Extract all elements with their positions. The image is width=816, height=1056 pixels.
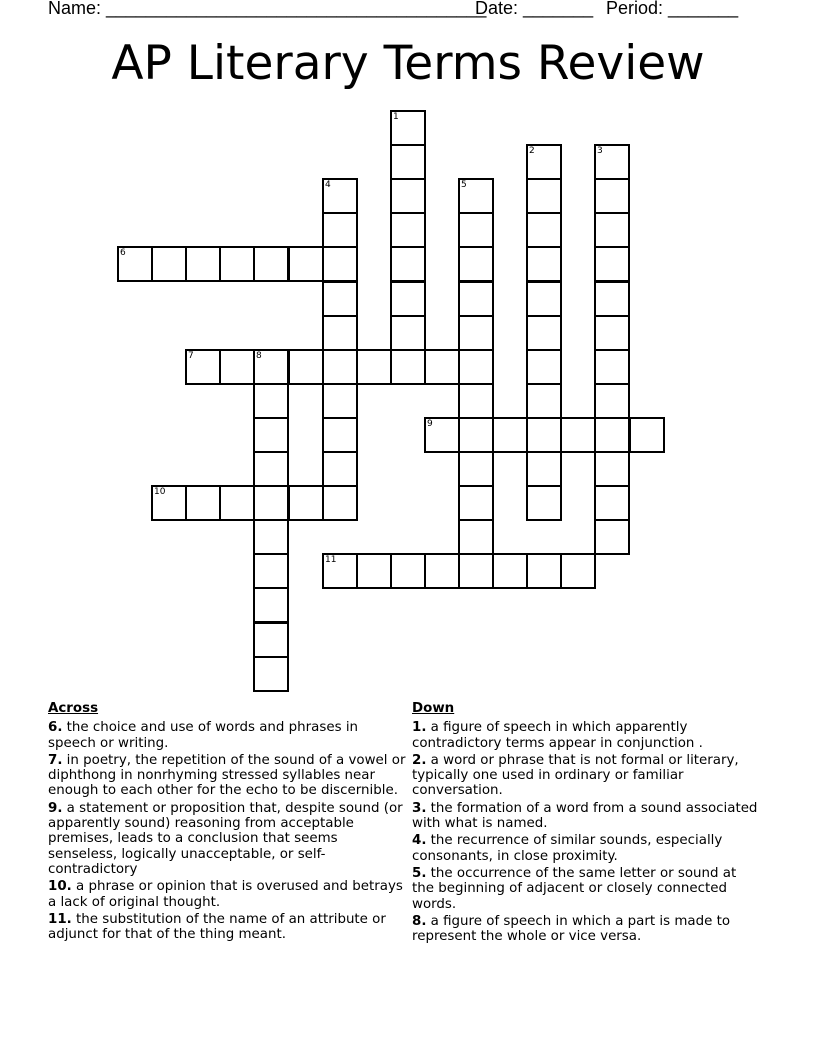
clue-number: 7. xyxy=(48,752,63,768)
clue-text: the occurrence of the same letter or sound at the beginning of adjacent or closely connected words. xyxy=(412,865,737,912)
down-clues xyxy=(412,701,762,946)
clue-number: 9 xyxy=(427,419,433,429)
crossword-cell[interactable] xyxy=(526,349,562,385)
crossword-cell[interactable] xyxy=(594,246,630,282)
crossword-cell[interactable] xyxy=(526,417,562,453)
crossword-cell[interactable] xyxy=(356,349,392,385)
crossword-cell[interactable] xyxy=(390,144,426,180)
clue-number: 3. xyxy=(412,800,427,816)
crossword-cell[interactable] xyxy=(458,519,494,555)
crossword-cell[interactable] xyxy=(322,451,358,487)
crossword-cell[interactable] xyxy=(458,349,494,385)
crossword-cell[interactable] xyxy=(526,212,562,248)
crossword-cell[interactable] xyxy=(253,485,289,521)
crossword-cell[interactable] xyxy=(322,212,358,248)
crossword-cell[interactable] xyxy=(458,178,494,214)
crossword-cell[interactable] xyxy=(594,178,630,214)
crossword-cell[interactable] xyxy=(322,553,358,589)
clue-number: 1 xyxy=(393,112,399,122)
across-clues xyxy=(48,701,408,944)
crossword-cell[interactable] xyxy=(390,281,426,317)
crossword-cell[interactable] xyxy=(288,349,324,385)
crossword-cell[interactable] xyxy=(458,485,494,521)
clue-text: the substitution of the name of an attribute or adjunct for that of the thing meant. xyxy=(48,911,386,943)
crossword-cell[interactable] xyxy=(526,553,562,589)
clue-number: 2. xyxy=(412,752,427,768)
clue-number: 11 xyxy=(325,555,337,565)
across-clue xyxy=(48,753,408,799)
down-clue xyxy=(412,914,762,945)
crossword-cell[interactable] xyxy=(594,451,630,487)
clue-number: 10. xyxy=(48,879,72,895)
crossword-cell[interactable] xyxy=(526,246,562,282)
crossword-cell[interactable] xyxy=(253,349,289,385)
crossword-cell[interactable] xyxy=(151,485,187,521)
clue-text: a figure of speech in which a part is made to represent the whole or vice versa. xyxy=(412,913,731,945)
clue-number: 9. xyxy=(48,800,63,816)
across-clue-list xyxy=(48,720,408,942)
clue-number: 5. xyxy=(412,865,427,881)
down-clue xyxy=(412,753,762,799)
crossword-cell[interactable] xyxy=(594,383,630,419)
crossword-cell[interactable] xyxy=(390,212,426,248)
crossword-cell[interactable] xyxy=(253,519,289,555)
crossword-cell[interactable] xyxy=(185,485,221,521)
crossword-cell[interactable] xyxy=(253,417,289,453)
crossword-cell[interactable] xyxy=(288,485,324,521)
down-clue xyxy=(412,720,762,751)
crossword-cell[interactable] xyxy=(390,315,426,351)
across-clue xyxy=(48,720,408,751)
crossword-cell[interactable] xyxy=(185,349,221,385)
down-clue xyxy=(412,801,762,832)
crossword-cell[interactable] xyxy=(219,246,255,282)
crossword-cell[interactable] xyxy=(526,383,562,419)
clue-number: 4. xyxy=(412,833,427,849)
clue-number: 10 xyxy=(154,487,166,497)
crossword-cell[interactable] xyxy=(458,281,494,317)
clue-number: 8. xyxy=(412,913,427,929)
crossword-cell[interactable] xyxy=(594,281,630,317)
crossword-cell[interactable] xyxy=(526,485,562,521)
crossword-cell[interactable] xyxy=(560,553,596,589)
crossword-cell[interactable] xyxy=(322,485,358,521)
crossword-cell[interactable] xyxy=(526,451,562,487)
crossword-cell[interactable] xyxy=(151,246,187,282)
across-clue xyxy=(48,801,408,877)
across-clue xyxy=(48,879,408,910)
crossword-cell[interactable] xyxy=(526,144,562,180)
clue-number: 11. xyxy=(48,911,72,927)
crossword-cell[interactable] xyxy=(185,246,221,282)
crossword-cell[interactable] xyxy=(322,246,358,282)
crossword-cell[interactable] xyxy=(458,246,494,282)
clue-number: 4 xyxy=(325,180,331,190)
crossword-cell[interactable] xyxy=(458,451,494,487)
crossword-cell[interactable] xyxy=(594,315,630,351)
page-title: AP Literary Terms Review xyxy=(111,36,705,91)
crossword-cell[interactable] xyxy=(594,417,630,453)
clue-text: the choice and use of words and phrases in speech or writing. xyxy=(48,720,359,751)
crossword-cell[interactable] xyxy=(594,349,630,385)
crossword-cell[interactable] xyxy=(458,417,494,453)
crossword-cell[interactable] xyxy=(458,212,494,248)
date-field[interactable]: Date: _______ xyxy=(475,0,594,18)
crossword-cell[interactable] xyxy=(424,553,460,589)
crossword-cell[interactable] xyxy=(594,519,630,555)
crossword-cell[interactable] xyxy=(390,110,426,146)
down-heading: Down xyxy=(412,701,455,716)
clue-number: 3 xyxy=(597,146,603,156)
crossword-cell[interactable] xyxy=(219,485,255,521)
crossword-cell[interactable] xyxy=(390,349,426,385)
crossword-cell[interactable] xyxy=(253,246,289,282)
clue-number: 8 xyxy=(256,351,262,361)
across-heading: Across xyxy=(48,701,99,716)
crossword-cell[interactable] xyxy=(390,553,426,589)
crossword-cell[interactable] xyxy=(253,656,289,692)
crossword-cell[interactable] xyxy=(253,622,289,658)
crossword-cell[interactable] xyxy=(594,485,630,521)
clue-number: 1. xyxy=(412,720,427,736)
name-field[interactable]: Name: ______________________________________ xyxy=(48,0,487,18)
crossword-cell[interactable] xyxy=(560,417,596,453)
crossword-cell[interactable] xyxy=(526,281,562,317)
crossword-cell[interactable] xyxy=(492,553,528,589)
clue-text: in poetry, the repetition of the sound of a vowel or diphthong in nonrhyming stressed syllables near enough to each other for the echo to be discernible. xyxy=(48,752,406,799)
crossword-cell[interactable] xyxy=(424,349,460,385)
clue-text: a word or phrase that is not formal or literary, typically one used in ordinary or familiar conversation. xyxy=(412,752,739,799)
across-clue xyxy=(48,912,408,943)
period-field[interactable]: Period: _______ xyxy=(606,0,739,18)
crossword-cell[interactable] xyxy=(390,178,426,214)
crossword-cell[interactable] xyxy=(322,349,358,385)
crossword-cell[interactable] xyxy=(356,553,392,589)
crossword-cell[interactable] xyxy=(492,417,528,453)
down-clue xyxy=(412,833,762,864)
crossword-cell[interactable] xyxy=(594,144,630,180)
crossword-cell[interactable] xyxy=(424,417,460,453)
crossword-cell[interactable] xyxy=(253,553,289,589)
down-clue xyxy=(412,866,762,912)
crossword-cell[interactable] xyxy=(253,587,289,623)
crossword-cell[interactable] xyxy=(219,349,255,385)
clue-text: a figure of speech in which apparently contradictory terms appear in conjunction . xyxy=(412,720,703,751)
clue-number: 7 xyxy=(188,351,194,361)
clue-number: 6 xyxy=(120,248,126,258)
clue-text: a phrase or opinion that is overused and betrays a lack of original thought. xyxy=(48,879,403,910)
crossword-cell[interactable] xyxy=(322,417,358,453)
clue-text: a statement or proposition that, despite sound (or apparently sound) reasoning from acceptable premises, leads to a conclusion that seems senseless, logically unacceptable, or self-contradictory xyxy=(48,800,403,877)
crossword-cell[interactable] xyxy=(458,383,494,419)
crossword-cell[interactable] xyxy=(322,281,358,317)
clue-text: the recurrence of similar sounds, especially consonants, in close proximity. xyxy=(412,833,723,864)
clue-number: 2 xyxy=(529,146,535,156)
crossword-cell[interactable] xyxy=(253,451,289,487)
down-clue-list xyxy=(412,720,762,944)
crossword-cell[interactable] xyxy=(594,212,630,248)
clue-number: 6. xyxy=(48,720,63,736)
crossword-cell[interactable] xyxy=(390,246,426,282)
crossword-cell[interactable] xyxy=(253,383,289,419)
crossword-cell[interactable] xyxy=(629,417,665,453)
crossword-cell[interactable] xyxy=(288,246,324,282)
crossword-cell[interactable] xyxy=(322,315,358,351)
crossword-cell[interactable] xyxy=(458,553,494,589)
crossword-cell[interactable] xyxy=(458,315,494,351)
crossword-cell[interactable] xyxy=(526,178,562,214)
crossword-cell[interactable] xyxy=(322,383,358,419)
crossword-cell[interactable] xyxy=(322,178,358,214)
crossword-cell[interactable] xyxy=(526,315,562,351)
crossword-cell[interactable] xyxy=(117,246,153,282)
clue-number: 5 xyxy=(461,180,467,190)
clue-text: the formation of a word from a sound associated with what is named. xyxy=(412,800,758,832)
